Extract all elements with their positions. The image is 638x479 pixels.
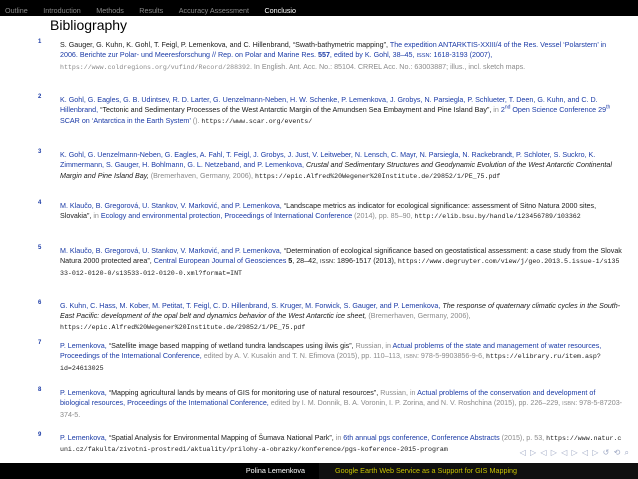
reference-title: “Mapping agricultural lands by means of GIS for monitoring use of natural resources”, [108,389,379,397]
reference-item [38,40,623,92]
reference-number: 4 [38,200,42,206]
reference-notes: edited by I. M. Donnik, B. A. Voronin, I. P. Zorina, and N. V. Roshchina (2015), pp. 226–229, [270,399,561,408]
reference-issn: : 1618-3193 (2007), [429,51,493,60]
footer-author: Polina Lemenkova [245,466,305,475]
reference-title: “Swath-bathymetric mapping”, [292,41,388,49]
reference-issn: : 1896-1517 (2013), [333,257,396,266]
reference-url[interactable]: https://www.scar.org/events/ [201,117,313,125]
section-navigation [0,0,638,16]
reference-notes: . In English. Ant. Acc. No.: 85104. CRREL Acc. No.: 63003887; illus., incl. sketch maps. [249,62,526,71]
reference-number: 5 [38,245,42,251]
reference-authors: P. Lemenkova, [60,434,107,442]
nav-item-outline[interactable]: Outline [5,6,28,15]
nav-item-conclusion[interactable]: Conclusio [264,6,297,15]
footer-author-panel [0,463,319,479]
conf-sup2: th [606,104,611,111]
reference-title: The response of quaternary climatic cycles in the South-East Pacific: development of the opal belt and dynamics behavior of the West Antarctic ice sheet, [60,302,621,321]
reference-authors: K. Gohl, G. Eagles, G. B. Udintsev, R. D. Larter, G. Uenzelmann-Neben, H. W. Schenke, P. Lemenkova, J. Grobys, N. Parsiegla, P. Schlueter, T. Deen, G. Kuhn, and C. D. Hillenbrand, [60,96,598,115]
reference-place: Russian, in [380,389,416,397]
reference-pages: , edited by K. Gohl, 38–45, [329,51,415,60]
footer-talk-title: Google Earth Web Service as a Support for GIS Mapping [335,466,518,475]
reference-issn-label: ISSN [320,259,334,266]
reference-notes: (Bremerhaven, Germany, 2006), [368,312,471,321]
reference-venue: Central European Journal of Geosciences [153,257,287,266]
nav-item-results[interactable]: Results [139,6,164,15]
beamer-navigation-icons[interactable]: ◁ ▷ ◁ ▷ ◁ ▷ ◁ ▷ ↺ ⟲ ⌕ [519,448,630,457]
reference-item [38,388,623,430]
reference-pages: , 28–42, [292,257,319,266]
reference-venue: 6th annual pgs conference, Conference Abstracts [343,434,500,442]
reference-item [38,301,623,337]
reference-number: 3 [38,149,42,155]
reference-place: Russian, in [355,342,391,350]
reference-authors: G. Kuhn, C. Hass, M. Kober, M. Petitat, T. Feigl, C. D. Hillenbrand, S. Kruger, M. Forwick, S. Gauger, and P. Lemenkova, [60,302,441,310]
reference-notes: (2015), p. 53, [501,434,545,442]
reference-title: “Satellite image based mapping of wetland tundra landscapes using ilwis gis”, [108,342,354,350]
reference-authors: P. Lemenkova, [60,342,107,350]
reference-authors: K. Gohl, G. Uenzelmann-Neben, G. Eagles, A. Fahl, T. Feigl, J. Grobys, J. Just, V. Leitweber, N. Lensch, C. Mayr, N. Parsiegla, N. Rackebrandt, P. Schloter, S. Suckro, K. Zimmermann, S. Gauger, H. Bohlmann, G. L. Netzeband, and P. Lemenkova, [60,151,596,170]
reference-authors: M. Klaučo, B. Gregorová, U. Stankov, V. Marković, and P. Lemenkova, [60,247,282,255]
conf-number: 2 [500,106,505,115]
conf-name-2: SCAR on ‘Antarctica in the Earth System’ [60,116,191,125]
reference-title: “Landscape metrics as indicator for ecological significance: assessment of Sitno Natura 2000 sites, Slovakia”, [60,202,597,221]
reference-in: in [93,212,99,221]
footer-bar [0,463,638,479]
reference-url[interactable]: https://epic.Alfred%20Wegener%20Institute.de/29852/1/PE_75.pdf [255,172,501,180]
reference-in: in [493,106,499,115]
reference-title: “Tectonic and Sedimentary Processes of the West Antarctic Margin of the Amundsen Sea Embayment and Pine Island Bay”, [100,106,492,115]
reference-notes: (Bremerhaven, Germany, 2006), [150,171,254,180]
reference-notes: edited by A. V. Kusakin and T. N. Efimova (2015), pp. 110–113, [203,352,402,361]
reference-item [38,150,623,198]
nav-item-accuracy-assessment[interactable]: Accuracy Assessment [178,6,250,15]
page-title: Bibliography [50,17,128,33]
reference-authors: M. Klaučo, B. Gregorová, U. Stankov, V. Marković, and P. Lemenkova, [60,202,282,210]
reference-venue: Actual problems of the state and management of water resources, Proceedings of the International Conference, [60,342,602,361]
reference-venue: Actual problems of the conservation and development of biological resources, Proceedings of the International Conference, [60,389,596,408]
reference-isbn-label: ISBN [403,354,417,361]
reference-number: 8 [38,387,42,393]
reference-item [38,95,623,148]
reference-isbn: : 978-5-9903856-9-6, [416,352,485,361]
reference-notes: (). [192,116,200,125]
reference-isbn-label: ISBN [562,401,576,408]
nav-item-introduction[interactable]: Introduction [43,6,81,15]
reference-number: 2 [38,94,42,100]
reference-title: “Spatial Analysis for Environmental Mapping of Šumava National Park”, [108,434,334,442]
reference-number: 9 [38,432,42,438]
reference-notes: (2014), pp. 85–90, [354,212,413,221]
reference-url[interactable]: https://epic.Alfred%20Wegener%20Institute.de/29852/1/PE_75.pdf [60,323,306,331]
reference-url[interactable]: https://www.natur.cuni.cz/fakulta/zivotni-prostredi/aktuality/prilohy-a-obrazky/konference/pgs-koference-2015-program [60,435,622,454]
reference-number: 6 [38,300,42,306]
reference-authors: S. Gauger, G. Kuhn, K. Gohl, T. Feigl, P. Lemenkova, and C. Hillenbrand, [60,41,291,49]
reference-issn-label: ISSN [416,53,430,60]
reference-title: “Determination of ecological significance based on geostatistical assessment: a case study from the Slovak Natura 2000 protected area”, [60,247,622,266]
reference-item [38,341,623,385]
reference-title: Crustal and Sedimentary Structures and Geodynamic Evolution of the West Antarctic Continental Margin and Pine Island Bay, [60,161,612,180]
reference-venue: The expedition ANTARKTIS-XXIII/4 of the Res. Vessel ‘Polarstern’ in 2006. Berichte zur Polar- und Meeresforschung // Rep. on Polar and Marine Res. [60,41,607,60]
reference-number: 7 [38,340,42,346]
reference-url[interactable]: http://elib.bsu.by/handle/123456789/103362 [414,213,581,221]
conf-name: Open Science Conference 29 [510,106,607,115]
reference-url[interactable]: https://www.coldregions.org/vufind/Record/288392 [60,63,250,71]
reference-number: 1 [38,39,42,45]
reference-in: in [335,434,342,442]
bibliography-list [38,40,623,456]
conf-sup: nd [504,104,511,111]
footer-title-panel [319,463,638,479]
reference-isbn: : 978-5-87203-374-5. [60,399,623,419]
nav-item-methods[interactable]: Methods [96,6,124,15]
reference-volume: 5 [288,257,293,266]
reference-url[interactable]: https://www.degruyter.com/view/j/geo.2013.5.issue-1/s13533-012-0120-0/s13533-012-0120-0.xml?format=INT [60,258,620,277]
reference-url[interactable]: https://elibrary.ru/item.asp?id=24613025 [60,353,601,372]
reference-venue: Ecology and environmental protection, Proceedings of International Conference [100,212,353,221]
reference-item [38,201,623,243]
reference-authors: P. Lemenkova, [60,389,107,397]
reference-item [38,246,623,297]
reference-volume: 557 [318,51,330,60]
